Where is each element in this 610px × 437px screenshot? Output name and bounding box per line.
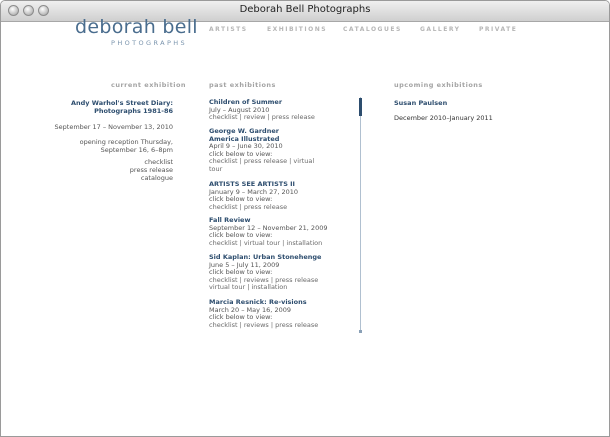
window-title: Deborah Bell Photographs [239, 4, 371, 15]
current-reception-line1: opening reception Thursday, [79, 138, 173, 146]
past-exhibition-click-label: click below to view: [209, 149, 273, 158]
past-exhibition-links[interactable]: checklist | press release | virtual [209, 157, 315, 166]
past-exhibition-dates: April 9 – June 30, 2010 [209, 142, 283, 151]
past-exhibition-links-cont[interactable]: virtual tour | installation [209, 283, 288, 292]
site-tagline: PHOTOGRAPHS [111, 39, 188, 47]
past-exhibition-item [209, 254, 321, 292]
past-exhibition-links[interactable]: checklist | reviews | press release [209, 275, 319, 284]
past-exhibition-dates: March 20 – May 16, 2009 [209, 305, 291, 314]
past-exhibition-item [209, 128, 314, 174]
past-exhibition-title[interactable]: Marcia Resnick: Re-visions [209, 298, 307, 306]
past-exhibition-links[interactable]: checklist | virtual tour | installation [209, 238, 323, 247]
past-exhibition-click-label: click below to view: [209, 268, 273, 277]
current-title-line2[interactable]: Photographs 1981-86 [94, 107, 173, 115]
past-exhibitions-heading: past exhibitions [209, 81, 276, 89]
current-title-line1[interactable]: Andy Warhol's Street Diary: [70, 99, 173, 107]
past-exhibition-links-cont[interactable]: tour [209, 164, 223, 173]
past-scroll-thumb[interactable] [359, 98, 362, 116]
past-exhibition-item [209, 181, 298, 211]
past-exhibition-links[interactable]: checklist | review | press release [209, 113, 315, 122]
current-dates: September 17 – November 13, 2010 [54, 123, 173, 131]
past-exhibition-links[interactable]: checklist | reviews | press release [209, 320, 319, 329]
nav-private[interactable]: PRIVATE [479, 26, 518, 33]
past-exhibition-click-label: click below to view: [209, 231, 273, 240]
past-scroll-end-arrow[interactable] [359, 330, 362, 333]
past-exhibition-subtitle[interactable]: America Illustrated [209, 134, 280, 143]
past-scroll-track[interactable] [360, 97, 361, 331]
nav-gallery[interactable]: GALLERY [420, 26, 461, 33]
past-exhibition-dates: July – August 2010 [209, 105, 270, 114]
site-logo[interactable]: deborah bell [75, 16, 198, 38]
past-exhibition-click-label: click below to view: [209, 313, 273, 322]
past-exhibition-item [209, 299, 318, 329]
current-press-release-link[interactable]: press release [129, 166, 173, 174]
past-exhibition-title[interactable]: George W. Gardner [209, 127, 279, 135]
upcoming-dates: December 2010–January 2011 [394, 114, 493, 122]
past-exhibition-links[interactable]: checklist | press release [209, 202, 288, 211]
nav-artists[interactable]: ARTISTS [209, 26, 248, 33]
past-exhibition-title[interactable]: Fall Review [209, 216, 251, 224]
current-reception-line2: September 16, 6–8pm [100, 146, 173, 154]
past-exhibition-title[interactable]: Children of Summer [209, 98, 283, 106]
past-exhibition-title[interactable]: Sid Kaplan: Urban Stonehenge [209, 253, 322, 261]
past-exhibition-dates: January 9 – March 27, 2010 [209, 187, 299, 196]
current-catalogue-link[interactable]: catalogue [140, 174, 173, 182]
current-exhibition-heading: current exhibition [111, 81, 187, 89]
upcoming-artist-name[interactable]: Susan Paulsen [394, 99, 448, 107]
past-exhibition-dates: June 5 – July 11, 2009 [209, 260, 280, 269]
past-exhibition-dates: September 12 – November 21, 2009 [209, 223, 328, 232]
nav-catalogues[interactable]: CATALOGUES [343, 26, 402, 33]
past-exhibition-title[interactable]: ARTISTS SEE ARTISTS II [209, 180, 295, 188]
past-exhibition-click-label: click below to view: [209, 195, 273, 204]
upcoming-exhibitions-heading: upcoming exhibitions [394, 81, 483, 89]
current-checklist-link[interactable]: checklist [144, 158, 173, 166]
past-exhibition-item [209, 217, 327, 247]
nav-exhibitions[interactable]: EXHIBITIONS [267, 26, 328, 33]
past-exhibition-item [209, 99, 315, 122]
